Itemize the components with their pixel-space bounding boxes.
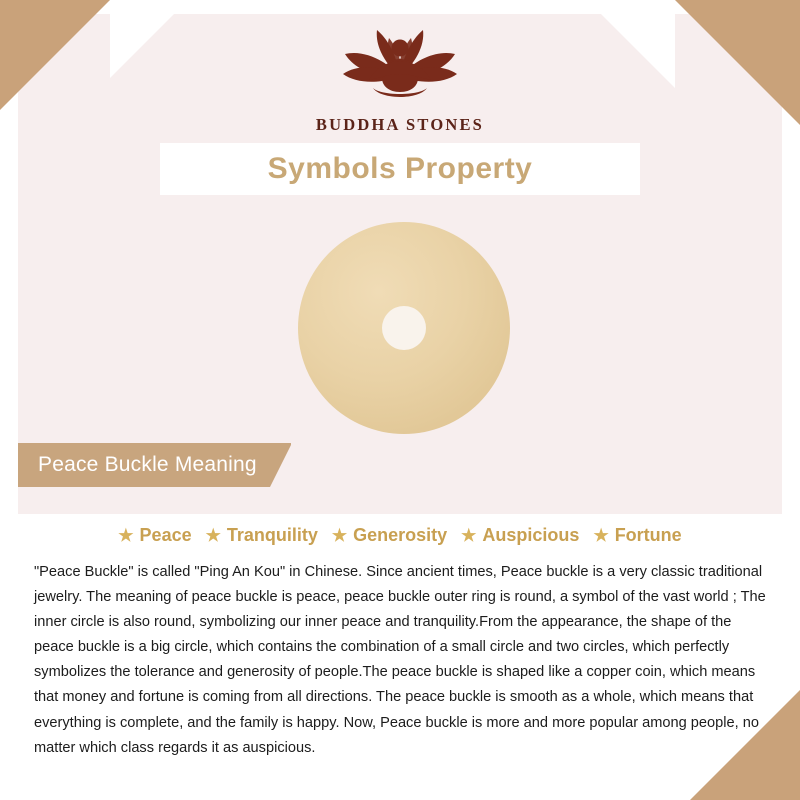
keyword-label: Tranquility [226, 525, 318, 545]
keyword-item [593, 525, 681, 546]
star-icon: ★ [205, 526, 221, 545]
star-icon: ★ [118, 526, 134, 545]
brand-logo-block [0, 14, 800, 135]
section-ribbon-label: Peace Buckle Meaning [38, 453, 257, 476]
brand-name: BUDDHA STONES [315, 115, 485, 134]
keyword-label: Auspicious [482, 525, 580, 545]
star-icon: ★ [331, 526, 348, 545]
star-icon: ★ [461, 526, 477, 545]
star-icon: ★ [593, 526, 609, 545]
ribbon-notch-shape [270, 443, 292, 487]
keyword-list [0, 525, 800, 546]
section-ribbon [18, 443, 291, 487]
keyword-item [461, 525, 579, 546]
keyword-item [118, 525, 191, 546]
peace-buckle-illustration [298, 222, 510, 434]
page-title-banner [160, 143, 640, 195]
keyword-item [206, 525, 318, 546]
keyword-item [332, 525, 447, 546]
page-title: Symbols Property [267, 152, 533, 185]
keyword-label: Fortune [614, 525, 682, 545]
description-paragraph: "Peace Buckle" is called "Ping An Kou" in Chinese. Since ancient times, Peace buckle is a very classic traditional jewelry. The meaning of peace buckle is peace, peace buckle outer ring is round, a symbol of the vast world ; The inner circle is also round, symbolizing our inner peace and tranquility.From the appearance, the shape of the peace buckle is a big circle, which contains the combination of a small circle and two circles, which perfectly symbolizes the tolerance and generosity of people.The peace buckle is shaped like a copper coin, which means that money and fortune is coming from all directions. The peace buckle is smooth as a whole, which means that everything is complete, and the family is happy. Now, Peace buckle is more and more popular among people, no matter which class regards it as auspicious. [34, 564, 766, 756]
keyword-label: Peace [139, 525, 192, 545]
lotus-meditation-figure-icon [315, 14, 485, 109]
peace-buckle-inner-hole [382, 306, 426, 350]
keyword-label: Generosity [353, 525, 448, 545]
